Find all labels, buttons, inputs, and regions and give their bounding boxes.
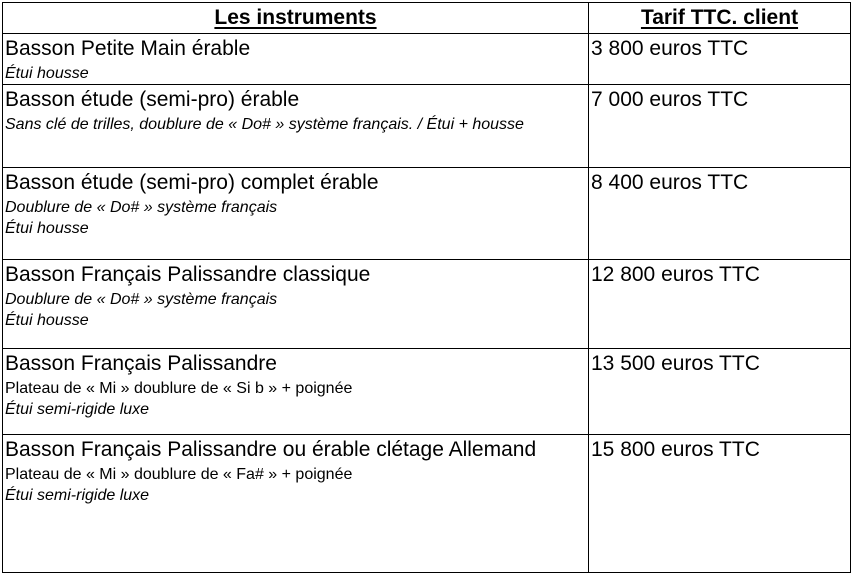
instrument-price: 13 500 euros TTC [591,352,760,375]
price-cell [589,435,851,573]
instrument-detail: Sans clé de trilles, doublure de « Do# » système français. / Étui + housse [5,116,524,133]
table-row [3,435,851,573]
price-cell [589,260,851,349]
instrument-price: 12 800 euros TTC [591,263,760,286]
table-row [3,85,851,168]
table-row [3,34,851,85]
instrument-cell [3,260,589,349]
price-cell [589,349,851,435]
instrument-detail: Étui semi-rigide luxe [5,487,150,504]
instrument-name: Basson étude (semi-pro) érable [5,88,300,111]
instrument-name: Basson Français Palissandre classique [5,263,371,286]
instrument-price: 8 400 euros TTC [591,171,749,194]
price-cell [589,168,851,260]
instrument-price: 15 800 euros TTC [591,438,760,461]
instrument-price: 7 000 euros TTC [591,88,749,111]
header-price-label: Tarif TTC. client [640,6,799,29]
table-row [3,260,851,349]
table-row [3,168,851,260]
header-instruments [3,3,589,34]
header-price [589,3,851,34]
instrument-cell [3,34,589,85]
instrument-detail: Doublure de « Do# » système français [5,291,278,308]
header-row [3,3,851,34]
instrument-detail: Plateau de « Mi » doublure de « Fa# » + poignée [5,466,353,483]
instrument-cell [3,435,589,573]
instrument-name: Basson Français Palissandre ou érable clétage Allemand [5,438,537,461]
price-cell [589,85,851,168]
price-table [2,2,851,573]
instrument-price: 3 800 euros TTC [591,37,749,60]
instrument-name: Basson étude (semi-pro) complet érable [5,171,379,194]
instrument-detail: Doublure de « Do# » système français [5,199,278,216]
header-instruments-label: Les instruments [214,6,377,29]
instrument-detail: Étui housse [5,220,89,237]
instrument-cell [3,168,589,260]
table-row [3,349,851,435]
instrument-name: Basson Français Palissandre [5,352,277,375]
instrument-name: Basson Petite Main érable [5,37,251,60]
instrument-detail: Étui housse [5,312,89,329]
price-cell [589,34,851,85]
instrument-detail: Plateau de « Mi » doublure de « Si b » + poignée [5,380,353,397]
instrument-detail: Étui housse [5,65,89,82]
instrument-cell [3,85,589,168]
instrument-cell [3,349,589,435]
instrument-detail: Étui semi-rigide luxe [5,401,150,418]
